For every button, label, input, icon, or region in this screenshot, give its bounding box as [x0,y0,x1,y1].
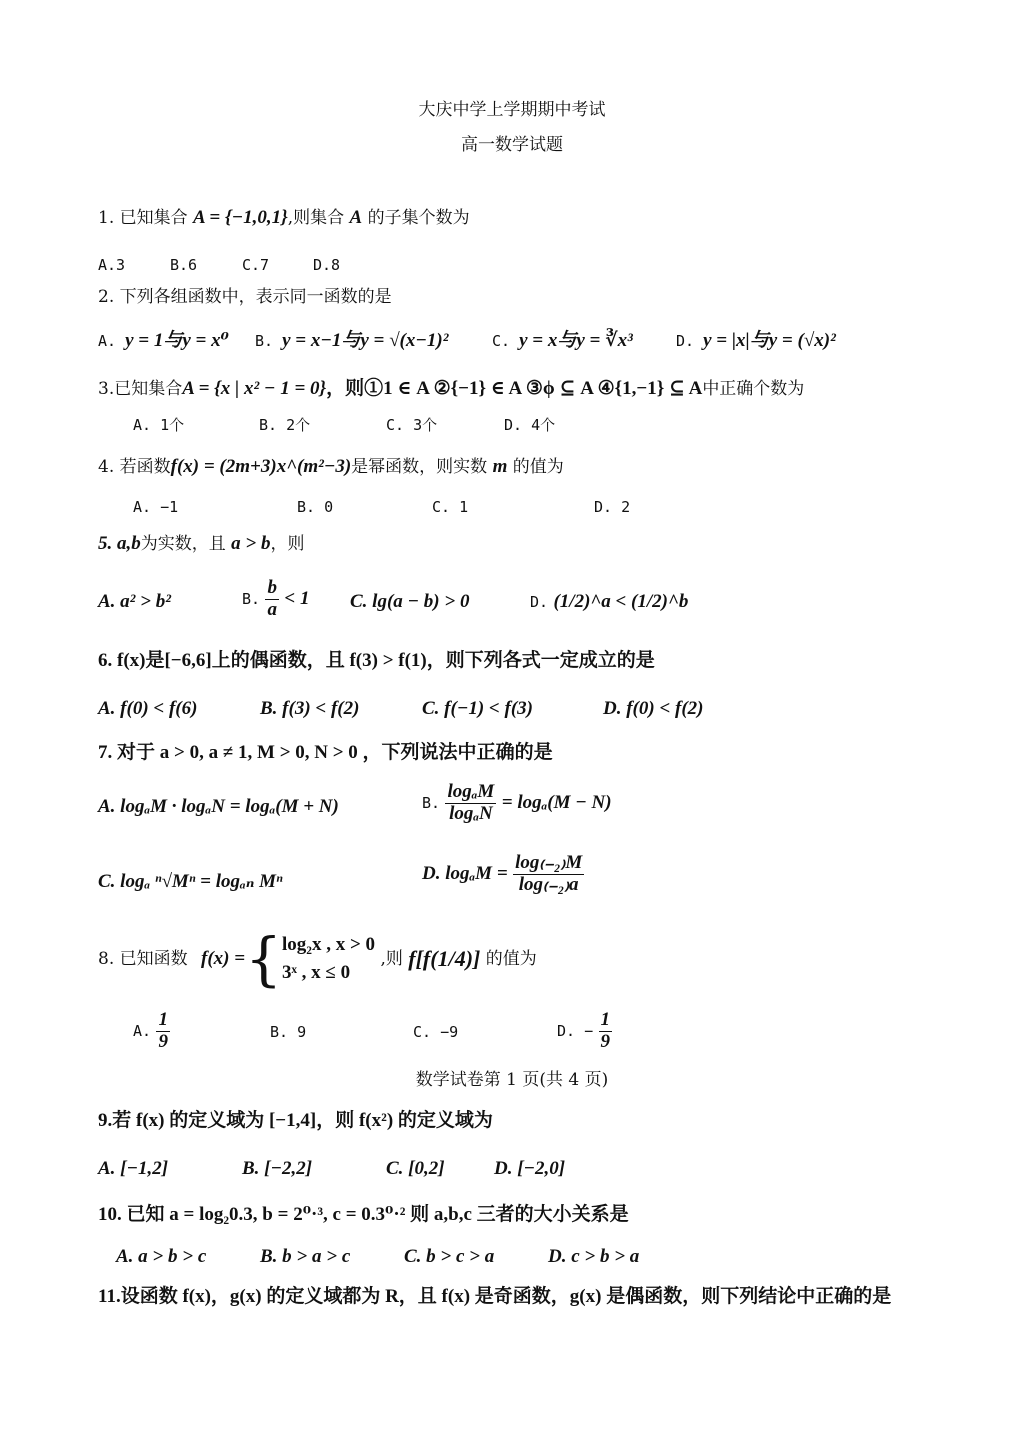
q6-option-c: C. f(−1) < f(3) [422,698,533,719]
q8-expression: f[f(1/4)] [408,945,481,971]
q8-a-fraction [156,1010,170,1053]
q3-set: A = {x | x² − 1 = 0} [182,378,327,399]
q2-option-d: D. y = |x|与y = (√x)² [676,330,836,351]
q5-vars: 5. a,b [98,533,141,554]
question-2-stem: 2. 下列各组函数中，表示同一函数的是 [98,287,392,307]
q8-func-name: f(x) = [201,947,246,969]
q2-a-math: y = 1与y = x⁰ [125,330,229,351]
q8-a-denominator: 9 [158,1030,168,1052]
q1-option-b: B.6 [170,256,198,274]
q3-statements: ，则①1 ∈ A ②{−1} ∈ A ③ϕ ⊆ A ④{1,−1} ⊆ A [326,378,703,399]
q8-option-a [133,1010,170,1053]
q2-b-math: y = x−1与y = √(x−1)² [282,330,449,351]
q3-option-c: C. 3个 [386,416,438,434]
q4-prefix: 4. 若函数 [98,457,171,477]
q6-option-d: D. f(0) < f(2) [603,698,704,719]
q7-b-numerator: logₐM [447,781,495,802]
q5-b-denominator: a [267,598,277,620]
q3-option-a: A. 1个 [133,416,185,434]
q8-a-label: A. [133,1021,152,1040]
q7-option-a: A. logₐM · logₐN = logₐ(M + N) [98,796,339,817]
question-4-stem [98,456,564,479]
q4-function: f(x) = (2m+3)x^(m²−3) [170,456,352,477]
q10-option-d: D. c > b > a [548,1246,640,1267]
q2-c-math: y = x与y = ∛x³ [519,330,633,351]
q5-option-d [530,591,688,614]
q4-mid: 是幂函数，则实数 [351,457,488,477]
q5-d-math: (1/2)^a < (1/2)^b [553,591,689,612]
q4-suffix: 的值为 [512,457,564,477]
q1-option-c: C.7 [242,256,270,274]
q8-option-b: B. 9 [270,1023,307,1041]
q7-d-denominator: log₍₋₂₎a [518,873,579,895]
q6-option-b: B. f(3) < f(2) [260,698,360,719]
q1-suffix: ,则集合 [287,208,345,228]
q9-option-a: A. [−1,2] [98,1158,169,1179]
q8-option-c: C. −9 [413,1023,459,1041]
q8-case-1: log₂x , x > 0 [282,933,376,955]
q3-option-b: B. 2个 [259,416,311,434]
question-6-stem: 6. f(x)是[−6,6]上的偶函数，且 f(3) > f(1)，则下列各式一定成立的是 [98,650,655,671]
q4-option-c: C. 1 [432,498,469,516]
exam-title: 大庆中学上学期期中考试 [418,100,606,120]
question-9-stem: 9.若 f(x) 的定义域为 [−1,4]，则 f(x²) 的定义域为 [98,1110,493,1131]
q1-option-a: A.3 [98,256,126,274]
q1-set: A = {−1,0,1} [193,207,288,228]
q8-mid: ,则 [380,948,403,969]
q5-option-b [242,578,309,621]
q3-suffix: 中正确个数为 [702,379,805,399]
q8-d-fraction [599,1010,613,1053]
q6-option-a: A. f(0) < f(6) [98,698,198,719]
question-11-stem: 11.设函数 f(x)，g(x) 的定义域都为 R，且 f(x) 是奇函数，g(x) 是偶函数，则下列结论中正确的是 [98,1286,892,1307]
q10-option-b: B. b > a > c [260,1246,351,1267]
q7-b-label: B. [422,793,441,812]
q5-d-label: D. [530,593,549,611]
q7-b-fraction [445,782,496,825]
question-3-stem [98,378,804,401]
question-8-stem [98,925,537,993]
q8-cases [282,931,375,988]
q8-suffix: 的值为 [485,948,537,969]
q8-brace: { [245,925,282,993]
q5-b-fraction [265,578,279,621]
q7-option-b [422,782,612,825]
q9-option-d: D. [−2,0] [494,1158,566,1179]
q5-tail: ，则 [270,534,305,554]
q2-option-a: A. y = 1与y = x⁰ [98,330,229,351]
q1-var: A [349,207,363,228]
q7-option-c: C. logₐ ⁿ√Mⁿ = logₐₙ Mⁿ [98,871,283,892]
page-footer: 数学试卷第 1 页(共 4 页) [415,1070,609,1090]
q4-var: m [492,456,508,477]
q7-b-denominator: logₐN [449,802,493,824]
q4-option-d: D. 2 [594,498,631,516]
question-5-stem [98,533,304,556]
q7-d-numerator: log₍₋₂₎M [515,852,583,873]
q7-b-tail: = logₐ(M − N) [501,791,612,813]
q8-a-numerator: 1 [158,1009,168,1030]
q9-option-b: B. [−2,2] [242,1158,313,1179]
q2-option-b: B. y = x−1与y = √(x−1)² [255,330,449,351]
q1-tail: 的子集个数为 [367,208,470,228]
q8-d-numerator: 1 [600,1009,611,1030]
q5-condition: a > b [231,533,271,554]
question-1-stem [98,207,470,230]
q1-option-d: D.8 [313,256,341,274]
q5-option-a: A. a² > b² [98,591,171,612]
q8-d-denominator: 9 [600,1030,611,1052]
q1-prefix: 1. 已知集合 [98,208,188,228]
q10-option-a: A. a > b > c [116,1246,207,1267]
q3-prefix: 3.已知集合 [98,379,183,399]
q5-text: 为实数，且 [140,534,226,554]
question-7-stem: 7. 对于 a > 0, a ≠ 1, M > 0, N > 0 ，下列说法中正确的是 [98,742,553,763]
q8-case-2: 3ˣ , x ≤ 0 [282,962,351,983]
q5-b-label: B. [242,589,261,608]
q4-option-b: B. 0 [297,498,334,516]
question-10-stem: 10. 已知 a = log₂0.3, b = 2⁰·³, c = 0.3⁰·² 则 a,b,c 三者的大小关系是 [98,1204,629,1225]
q8-prefix: 8. 已知函数 [98,948,188,969]
q8-d-label: D. − [557,1021,594,1040]
q2-option-c: C. y = x与y = ∛x³ [492,330,633,351]
q5-b-numerator: b [267,577,277,598]
q7-d-label: D. logₐM = [422,862,508,884]
q5-option-c: C. lg(a − b) > 0 [350,591,470,612]
q3-option-d: D. 4个 [504,416,556,434]
q10-option-c: C. b > c > a [404,1246,495,1267]
q5-b-tail: < 1 [284,587,310,609]
q7-option-d [422,853,584,896]
q2-d-math: y = |x|与y = (√x)² [703,330,836,351]
q7-d-fraction [513,853,584,896]
exam-subtitle: 高一数学试题 [461,135,563,155]
q4-option-a: A. −1 [133,498,179,516]
q9-option-c: C. [0,2] [386,1158,445,1179]
q8-option-d [557,1010,612,1053]
